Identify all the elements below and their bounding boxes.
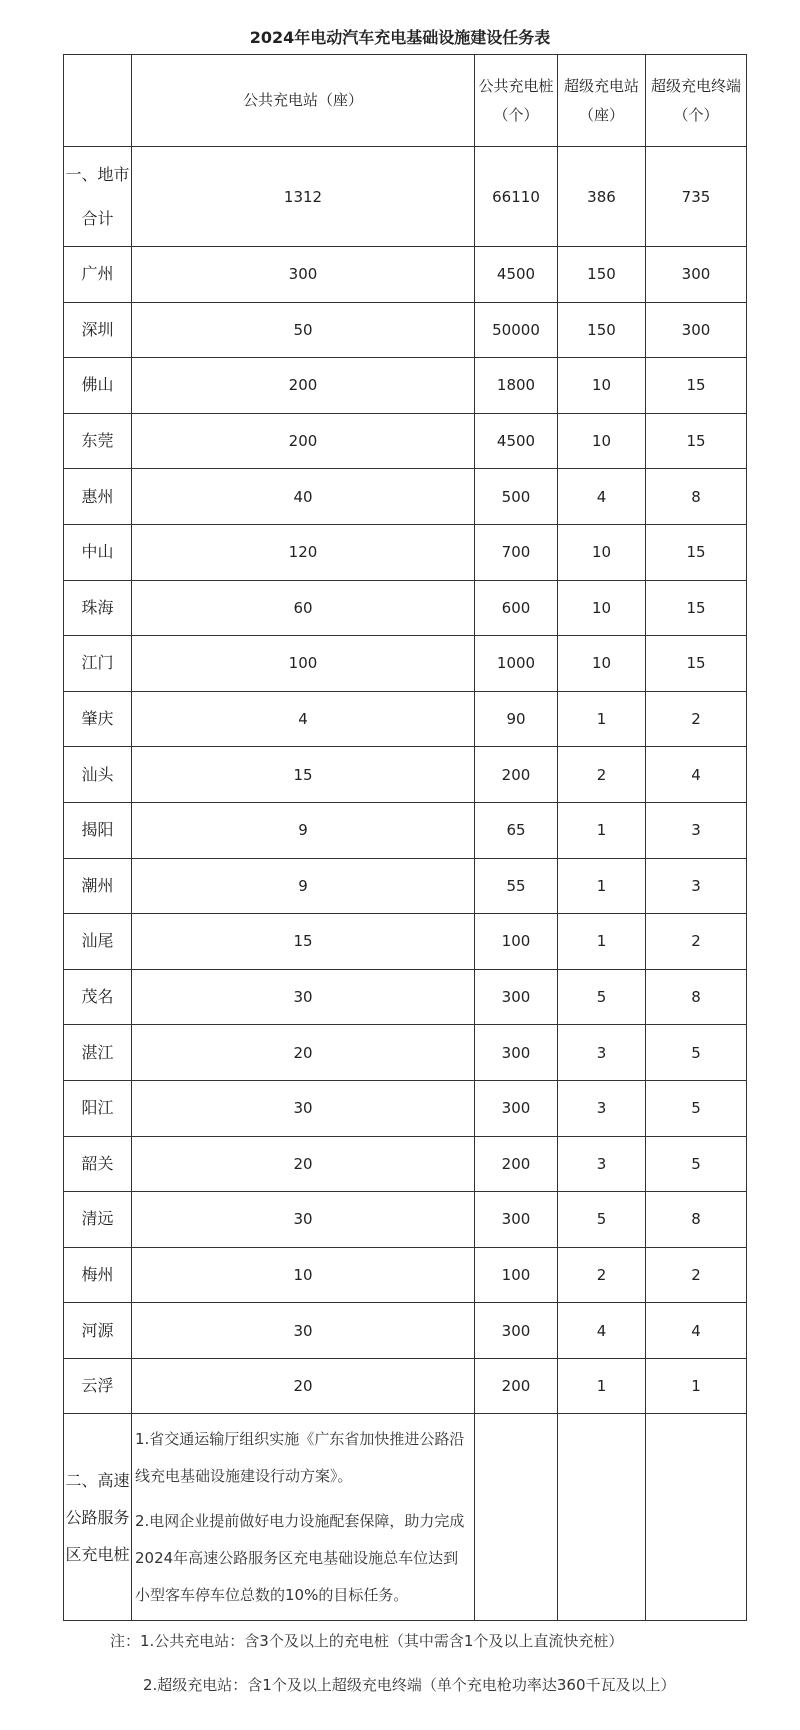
city-stations: 15 [132, 747, 475, 803]
city-piles: 700 [475, 524, 558, 580]
total-super-stations: 386 [558, 147, 646, 247]
city-super-terminals: 3 [646, 802, 747, 858]
city-piles: 500 [475, 469, 558, 525]
city-super-stations: 10 [558, 358, 646, 414]
header-region [64, 55, 132, 147]
city-piles: 300 [475, 1025, 558, 1081]
table-row [64, 1080, 747, 1136]
city-name: 汕头 [64, 747, 132, 803]
total-label-line2: 合计 [81, 208, 114, 228]
table-row [64, 580, 747, 636]
city-stations: 30 [132, 1303, 475, 1359]
city-stations: 300 [132, 247, 475, 303]
highway-text-2: 2.电网企业提前做好电力设施配套保障，助力完成2024年高速公路服务区充电基础设施总车位达到小型客车停车位总数的10%的目标任务。 [135, 1511, 465, 1604]
table-row [64, 1192, 747, 1248]
highway-piles [475, 1414, 558, 1621]
city-super-terminals: 300 [646, 247, 747, 303]
highway-super-terminals [646, 1414, 747, 1621]
table-row [64, 636, 747, 692]
city-piles: 600 [475, 580, 558, 636]
city-super-terminals: 15 [646, 636, 747, 692]
city-super-stations: 3 [558, 1025, 646, 1081]
city-piles: 1800 [475, 358, 558, 414]
city-piles: 90 [475, 691, 558, 747]
highway-label [64, 1414, 132, 1621]
city-super-terminals: 5 [646, 1136, 747, 1192]
city-name: 江门 [64, 636, 132, 692]
city-super-terminals: 4 [646, 1303, 747, 1359]
city-super-terminals: 2 [646, 914, 747, 970]
header-public-piles [475, 55, 558, 147]
highway-label-line2: 公路服务 [65, 1507, 130, 1527]
header-super-stations [558, 55, 646, 147]
city-stations: 9 [132, 858, 475, 914]
table-row [64, 247, 747, 303]
document-title: 2024年电动汽车充电基础设施建设任务表 [249, 28, 551, 47]
city-name: 佛山 [64, 358, 132, 414]
city-super-terminals: 15 [646, 358, 747, 414]
header-super-stations-line2: （座） [578, 105, 624, 124]
city-stations: 15 [132, 914, 475, 970]
city-name: 茂名 [64, 969, 132, 1025]
city-super-stations: 150 [558, 302, 646, 358]
city-super-terminals: 8 [646, 969, 747, 1025]
highway-label-line3: 区充电桩 [65, 1544, 130, 1564]
city-stations: 60 [132, 580, 475, 636]
city-super-stations: 2 [558, 747, 646, 803]
city-name: 汕尾 [64, 914, 132, 970]
city-super-stations: 1 [558, 691, 646, 747]
city-name: 韶关 [64, 1136, 132, 1192]
city-super-stations: 10 [558, 524, 646, 580]
city-name: 河源 [64, 1303, 132, 1359]
city-name: 湛江 [64, 1025, 132, 1081]
city-piles: 300 [475, 1192, 558, 1248]
city-piles: 200 [475, 1358, 558, 1414]
city-name: 清远 [64, 1192, 132, 1248]
city-super-stations: 5 [558, 1192, 646, 1248]
city-stations: 30 [132, 1192, 475, 1248]
city-stations: 100 [132, 636, 475, 692]
city-name: 中山 [64, 524, 132, 580]
city-piles: 4500 [475, 413, 558, 469]
table-row [64, 1136, 747, 1192]
city-piles: 200 [475, 1136, 558, 1192]
city-super-terminals: 300 [646, 302, 747, 358]
header-public-stations: 公共充电站（座） [132, 55, 475, 147]
header-super-stations-line1: 超级充电站 [563, 76, 639, 95]
city-super-terminals: 1 [646, 1358, 747, 1414]
city-super-stations: 1 [558, 802, 646, 858]
table-row [64, 747, 747, 803]
city-name: 惠州 [64, 469, 132, 525]
city-super-stations: 150 [558, 247, 646, 303]
table-row [64, 1025, 747, 1081]
city-name: 肇庆 [64, 691, 132, 747]
table-row [64, 969, 747, 1025]
table-header-row [64, 55, 747, 147]
highway-text-1: 1.省交通运输厅组织实施《广东省加快推进公路沿线充电基础设施建设行动方案》。 [135, 1429, 465, 1485]
header-public-piles-line1: 公共充电桩 [478, 76, 554, 95]
city-stations: 20 [132, 1025, 475, 1081]
city-name: 珠海 [64, 580, 132, 636]
city-piles: 65 [475, 802, 558, 858]
city-super-stations: 1 [558, 858, 646, 914]
city-piles: 300 [475, 1303, 558, 1359]
city-piles: 300 [475, 1080, 558, 1136]
city-piles: 100 [475, 1247, 558, 1303]
city-stations: 4 [132, 691, 475, 747]
city-super-stations: 4 [558, 1303, 646, 1359]
highway-row [64, 1414, 747, 1621]
header-super-terminals [646, 55, 747, 147]
city-super-terminals: 3 [646, 858, 747, 914]
header-super-terminals-line1: 超级充电终端 [650, 76, 741, 95]
city-stations: 50 [132, 302, 475, 358]
total-super-terminals: 735 [646, 147, 747, 247]
total-label [64, 147, 132, 247]
total-stations: 1312 [132, 147, 475, 247]
total-label-line1: 一、地市 [65, 164, 130, 184]
header-public-piles-line2: （个） [493, 105, 539, 124]
city-name: 梅州 [64, 1247, 132, 1303]
note-2: 2.超级充电站：含1个及以上超级充电终端（单个充电枪功率达360千瓦及以上） [143, 1676, 676, 1694]
city-piles: 300 [475, 969, 558, 1025]
city-super-stations: 10 [558, 413, 646, 469]
city-super-terminals: 15 [646, 524, 747, 580]
table-row [64, 1247, 747, 1303]
city-super-terminals: 4 [646, 747, 747, 803]
city-super-stations: 10 [558, 580, 646, 636]
city-stations: 10 [132, 1247, 475, 1303]
city-piles: 1000 [475, 636, 558, 692]
table-row [64, 802, 747, 858]
highway-label-line1: 二、高速 [65, 1470, 130, 1490]
table-row [64, 302, 747, 358]
city-super-terminals: 2 [646, 691, 747, 747]
city-stations: 30 [132, 969, 475, 1025]
highway-description [132, 1414, 475, 1621]
city-piles: 50000 [475, 302, 558, 358]
city-stations: 9 [132, 802, 475, 858]
city-super-stations: 5 [558, 969, 646, 1025]
table-row [64, 691, 747, 747]
city-piles: 55 [475, 858, 558, 914]
highway-super-stations [558, 1414, 646, 1621]
city-piles: 100 [475, 914, 558, 970]
city-name: 广州 [64, 247, 132, 303]
city-name: 云浮 [64, 1358, 132, 1414]
table-row [64, 358, 747, 414]
city-super-terminals: 5 [646, 1025, 747, 1081]
city-stations: 200 [132, 358, 475, 414]
table-row [64, 413, 747, 469]
city-super-stations: 3 [558, 1080, 646, 1136]
city-name: 潮州 [64, 858, 132, 914]
table-row [64, 1358, 747, 1414]
city-name: 阳江 [64, 1080, 132, 1136]
note-1: 注：1.公共充电站：含3个及以上的充电桩（其中需含1个及以上直流快充桩） [110, 1632, 624, 1650]
city-name: 东莞 [64, 413, 132, 469]
city-super-terminals: 2 [646, 1247, 747, 1303]
task-table [63, 54, 747, 1621]
table-row [64, 469, 747, 525]
city-super-stations: 10 [558, 636, 646, 692]
city-stations: 20 [132, 1358, 475, 1414]
city-stations: 40 [132, 469, 475, 525]
city-super-terminals: 8 [646, 1192, 747, 1248]
city-piles: 200 [475, 747, 558, 803]
table-row [64, 914, 747, 970]
total-row [64, 147, 747, 247]
city-stations: 200 [132, 413, 475, 469]
city-super-terminals: 15 [646, 413, 747, 469]
table-row [64, 858, 747, 914]
city-super-terminals: 8 [646, 469, 747, 525]
city-super-stations: 4 [558, 469, 646, 525]
city-name: 揭阳 [64, 802, 132, 858]
header-super-terminals-line2: （个） [673, 105, 719, 124]
city-super-terminals: 15 [646, 580, 747, 636]
city-stations: 20 [132, 1136, 475, 1192]
city-stations: 30 [132, 1080, 475, 1136]
total-piles: 66110 [475, 147, 558, 247]
city-stations: 120 [132, 524, 475, 580]
table-row [64, 1303, 747, 1359]
city-name: 深圳 [64, 302, 132, 358]
city-super-stations: 3 [558, 1136, 646, 1192]
city-super-stations: 1 [558, 1358, 646, 1414]
city-super-terminals: 5 [646, 1080, 747, 1136]
city-super-stations: 2 [558, 1247, 646, 1303]
table-row [64, 524, 747, 580]
city-piles: 4500 [475, 247, 558, 303]
city-super-stations: 1 [558, 914, 646, 970]
